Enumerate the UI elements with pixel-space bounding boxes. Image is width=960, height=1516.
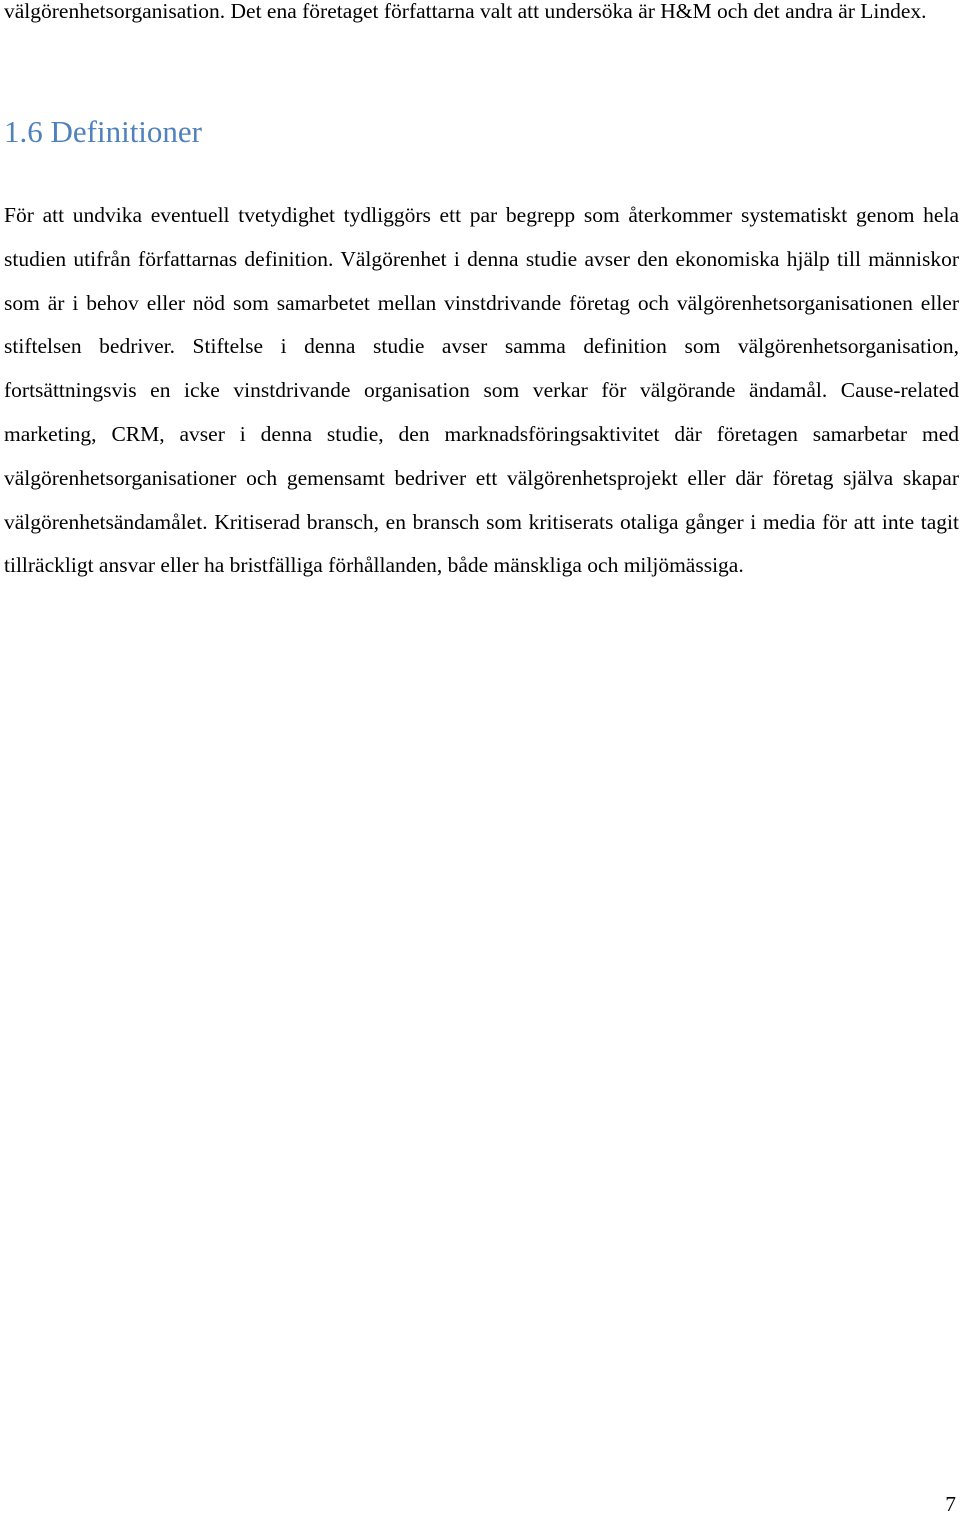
section-heading: 1.6 Definitioner [4, 114, 203, 149]
continued-paragraph: välgörenhetsorganisation. Det ena företaget författarna valt att undersöka är H&M och det andra är Lindex. [4, 0, 927, 23]
definitions-paragraph: För att undvika eventuell tvetydighet tydliggörs ett par begrepp som återkommer systematiskt genom hela studien utifrån författarnas definition. Välgörenhet i denna studie avser den ekonomiska hjälp till människor som är i behov eller nöd som samarbetet mellan vinstdrivande företag och välgörenhetsorganisationen eller stiftelsen bedriver. Stiftelse i denna studie avser samma definition som välgörenhetsorganisation, fortsättningsvis en icke vinstdrivande organisation som verkar för välgörande ändamål. Cause-related marketing, CRM, avser i denna studie, den marknadsföringsaktivitet där företagen samarbetar med välgörenhetsorganisationer och gemensamt bedriver ett välgörenhetsprojekt eller där företag själva skapar välgörenhetsändamålet. Kritiserad bransch, en bransch som kritiserats otaliga gånger i media för att inte tagit tillräckligt ansvar eller ha bristfälliga förhållanden, både mänskliga och miljömässiga. [4, 203, 959, 578]
page-number: 7 [945, 1492, 956, 1516]
